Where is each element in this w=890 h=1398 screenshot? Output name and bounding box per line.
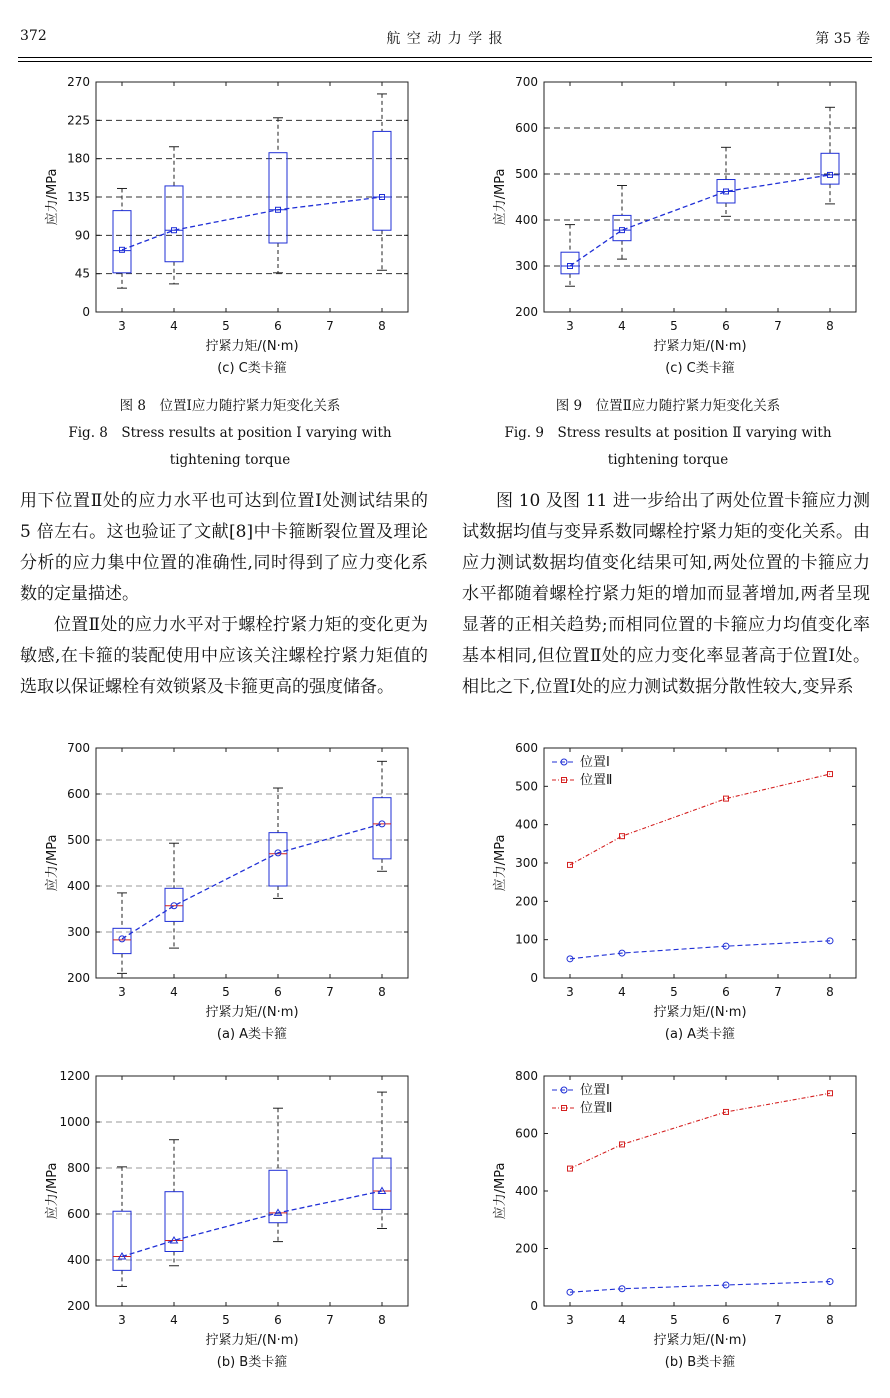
box-iqr: [269, 833, 287, 886]
chart-fig11a: [488, 738, 868, 1056]
y-tick-label: 0: [530, 1299, 538, 1313]
data-point: [828, 772, 833, 777]
x-tick-label: 8: [826, 985, 834, 999]
x-tick-label: 6: [274, 319, 282, 333]
chart-subtitle: (a) A类卡箍: [664, 1027, 736, 1042]
y-axis-label: 应力/MPa: [493, 168, 508, 226]
box-group: [373, 1092, 391, 1228]
x-axis-label: 拧紧力矩/(N·m): [205, 339, 299, 354]
y-tick-label: 400: [515, 213, 538, 227]
x-tick-label: 4: [170, 319, 178, 333]
box-iqr: [373, 1158, 391, 1209]
chart-subtitle: (b) B类卡箍: [664, 1355, 736, 1370]
page-number: 372: [20, 28, 47, 44]
box-group: [269, 788, 287, 898]
data-point: [620, 834, 625, 839]
y-tick-label: 300: [67, 925, 90, 939]
box-group: [113, 893, 131, 974]
x-tick-label: 4: [618, 985, 626, 999]
x-tick-label: 3: [118, 1313, 126, 1327]
x-tick-label: 3: [118, 985, 126, 999]
chart-fig9c: [488, 72, 868, 390]
box-iqr: [113, 1211, 131, 1270]
y-tick-label: 180: [67, 151, 90, 166]
x-tick-label: 7: [326, 319, 334, 333]
x-tick-label: 6: [722, 1313, 730, 1327]
y-tick-label: 400: [515, 817, 538, 832]
y-axis-label: 应力/MPa: [493, 834, 508, 892]
mean-trend-line: [122, 197, 382, 250]
chart-subtitle: (c) C类卡箍: [665, 361, 735, 376]
mean-marker: [119, 936, 125, 942]
volume-label: 第 35 卷: [815, 31, 870, 47]
left-column-text: [20, 486, 428, 703]
x-tick-label: 5: [222, 1313, 230, 1327]
y-tick-label: 400: [67, 879, 90, 893]
header-rule: [18, 57, 872, 58]
x-tick-label: 8: [826, 1313, 834, 1327]
chart-fig8c: [40, 72, 420, 390]
plot-frame: [96, 1076, 408, 1306]
box-iqr: [269, 153, 287, 243]
box-group: [165, 147, 183, 284]
y-tick-label: 1000: [59, 1115, 90, 1129]
x-tick-label: 4: [170, 985, 178, 999]
y-tick-label: 200: [515, 1241, 538, 1256]
y-tick-label: 200: [67, 1299, 90, 1313]
x-tick-label: 6: [274, 985, 282, 999]
y-tick-label: 700: [67, 741, 90, 755]
y-tick-label: 400: [515, 1184, 538, 1198]
mean-trend-line: [122, 1191, 382, 1257]
chart-fig11b: [488, 1066, 868, 1384]
y-tick-label: 200: [67, 971, 90, 985]
x-tick-label: 4: [618, 1313, 626, 1327]
paragraph: 用下位置Ⅱ处的应力水平也可达到位置Ⅰ处测试结果的 5 倍左右。这也验证了文献[8]中卡箍断裂位置及理论分析的应力集中位置的准确性,同时得到了应力变化系数的定量描述。: [20, 491, 428, 604]
legend-label: 位置Ⅰ: [580, 1083, 610, 1098]
box-iqr: [165, 888, 183, 921]
x-tick-label: 5: [670, 985, 678, 999]
legend-label: 位置Ⅰ: [580, 755, 610, 770]
mean-trend-line: [122, 824, 382, 939]
y-tick-label: 300: [515, 856, 538, 870]
fig9-caption-en-cont: tightening torque: [607, 452, 729, 468]
x-tick-label: 3: [566, 985, 574, 999]
x-axis-label: 拧紧力矩/(N·m): [653, 1005, 747, 1020]
y-tick-label: 500: [67, 833, 90, 847]
box-group: [561, 225, 579, 287]
chart-subtitle: (a) A类卡箍: [216, 1027, 288, 1042]
x-tick-label: 8: [826, 319, 834, 333]
fig9-caption-zh: 图 9 位置Ⅱ应力随拧紧力矩变化关系: [555, 398, 781, 414]
x-tick-label: 5: [670, 1313, 678, 1327]
legend-label: 位置Ⅱ: [580, 1101, 613, 1116]
y-tick-label: 0: [530, 971, 538, 985]
fig9-caption: [458, 393, 878, 474]
x-axis-label: 拧紧力矩/(N·m): [205, 1333, 299, 1348]
y-tick-label: 135: [67, 190, 90, 204]
x-tick-label: 3: [566, 1313, 574, 1327]
x-tick-label: 8: [378, 985, 386, 999]
x-tick-label: 3: [118, 319, 126, 333]
x-tick-label: 7: [326, 1313, 334, 1327]
y-tick-label: 800: [67, 1161, 90, 1175]
box-group: [821, 107, 839, 204]
journal-name: 航 空 动 力 学 报: [386, 31, 504, 47]
x-tick-label: 8: [378, 319, 386, 333]
x-axis-label: 拧紧力矩/(N·m): [653, 1333, 747, 1348]
y-tick-label: 600: [515, 121, 538, 135]
y-axis-label: 应力/MPa: [45, 1162, 60, 1220]
plot-frame: [96, 748, 408, 978]
fig8-caption-en-cont: tightening torque: [169, 452, 291, 468]
paragraph: 图 10 及图 11 进一步给出了两处位置卡箍应力测试数据均值与变异系数同螺栓拧紧力矩的变化关系。由应力测试数据均值变化结果可知,两处位置的卡箍应力水平都随着螺栓拧紧力矩的增加而显著增加,两者呈现显著的正相关趋势;而相同位置的卡箍应力均值变化率基本相同,但位置Ⅱ处的应力变化率显著高于位置Ⅰ处。相比之下,位置Ⅰ处的应力测试数据分散性较大,变异系: [462, 491, 870, 697]
y-axis-label: 应力/MPa: [45, 834, 60, 892]
box-group: [113, 188, 131, 288]
x-tick-label: 6: [722, 985, 730, 999]
x-tick-label: 7: [774, 1313, 782, 1327]
y-tick-label: 0: [82, 305, 90, 319]
chart-fig10b: [40, 1066, 420, 1384]
x-tick-label: 6: [722, 319, 730, 333]
legend-label: 位置Ⅱ: [580, 773, 613, 788]
right-column-text: [462, 486, 870, 703]
y-tick-label: 600: [515, 741, 538, 755]
y-tick-label: 500: [515, 779, 538, 794]
x-tick-label: 5: [222, 319, 230, 333]
box-group: [269, 1108, 287, 1241]
box-group: [717, 147, 735, 216]
y-tick-label: 300: [515, 259, 538, 273]
y-tick-label: 600: [515, 1126, 538, 1141]
fig9-caption-en: Fig. 9 Stress results at position Ⅱ varying with: [504, 425, 832, 441]
x-tick-label: 4: [170, 1313, 178, 1327]
box-iqr: [373, 798, 391, 859]
x-axis-label: 拧紧力矩/(N·m): [653, 339, 747, 354]
x-tick-label: 5: [670, 319, 678, 333]
paragraph: 位置Ⅱ处的应力水平对于螺栓拧紧力矩的变化更为敏感,在卡箍的装配使用中应该关注螺栓拧紧力矩值的选取以保证螺栓有效锁紧及卡箍更高的强度储备。: [20, 615, 428, 697]
x-tick-label: 5: [222, 985, 230, 999]
y-tick-label: 500: [515, 167, 538, 181]
x-tick-label: 7: [326, 985, 334, 999]
series-line: [570, 1282, 830, 1293]
y-tick-label: 90: [74, 228, 90, 243]
fig8-caption-en: Fig. 8 Stress results at position Ⅰ varying with: [68, 425, 392, 441]
x-tick-label: 7: [774, 985, 782, 999]
fig8-caption-zh: 图 8 位置Ⅰ应力随拧紧力矩变化关系: [119, 398, 341, 414]
x-tick-label: 4: [618, 319, 626, 333]
y-tick-label: 200: [515, 894, 538, 909]
y-tick-label: 600: [67, 787, 90, 801]
y-tick-label: 225: [67, 113, 90, 128]
x-axis-label: 拧紧力矩/(N·m): [205, 1005, 299, 1020]
y-tick-label: 200: [515, 305, 538, 319]
x-tick-label: 7: [774, 319, 782, 333]
series-line: [570, 941, 830, 959]
header-rule-thin: [18, 61, 872, 62]
box-iqr: [821, 153, 839, 184]
box-group: [165, 1140, 183, 1266]
y-axis-label: 应力/MPa: [45, 168, 60, 226]
y-tick-label: 1200: [59, 1069, 90, 1083]
y-tick-label: 100: [515, 932, 538, 947]
box-iqr: [373, 131, 391, 230]
x-tick-label: 6: [274, 1313, 282, 1327]
plot-frame: [544, 82, 856, 312]
x-tick-label: 3: [566, 319, 574, 333]
y-tick-label: 400: [67, 1253, 90, 1267]
box-iqr: [113, 211, 131, 273]
box-group: [373, 761, 391, 871]
y-tick-label: 45: [74, 266, 90, 281]
chart-subtitle: (c) C类卡箍: [217, 361, 287, 376]
y-tick-label: 270: [67, 75, 90, 89]
x-tick-label: 8: [378, 1313, 386, 1327]
box-group: [269, 118, 287, 273]
chart-fig10a: [40, 738, 420, 1056]
y-axis-label: 应力/MPa: [493, 1162, 508, 1220]
box-group: [113, 1167, 131, 1287]
fig8-caption: [20, 393, 440, 474]
chart-subtitle: (b) B类卡箍: [216, 1355, 288, 1370]
y-tick-label: 700: [515, 75, 538, 89]
y-tick-label: 800: [515, 1069, 538, 1083]
y-tick-label: 600: [67, 1207, 90, 1221]
box-group: [613, 186, 631, 260]
